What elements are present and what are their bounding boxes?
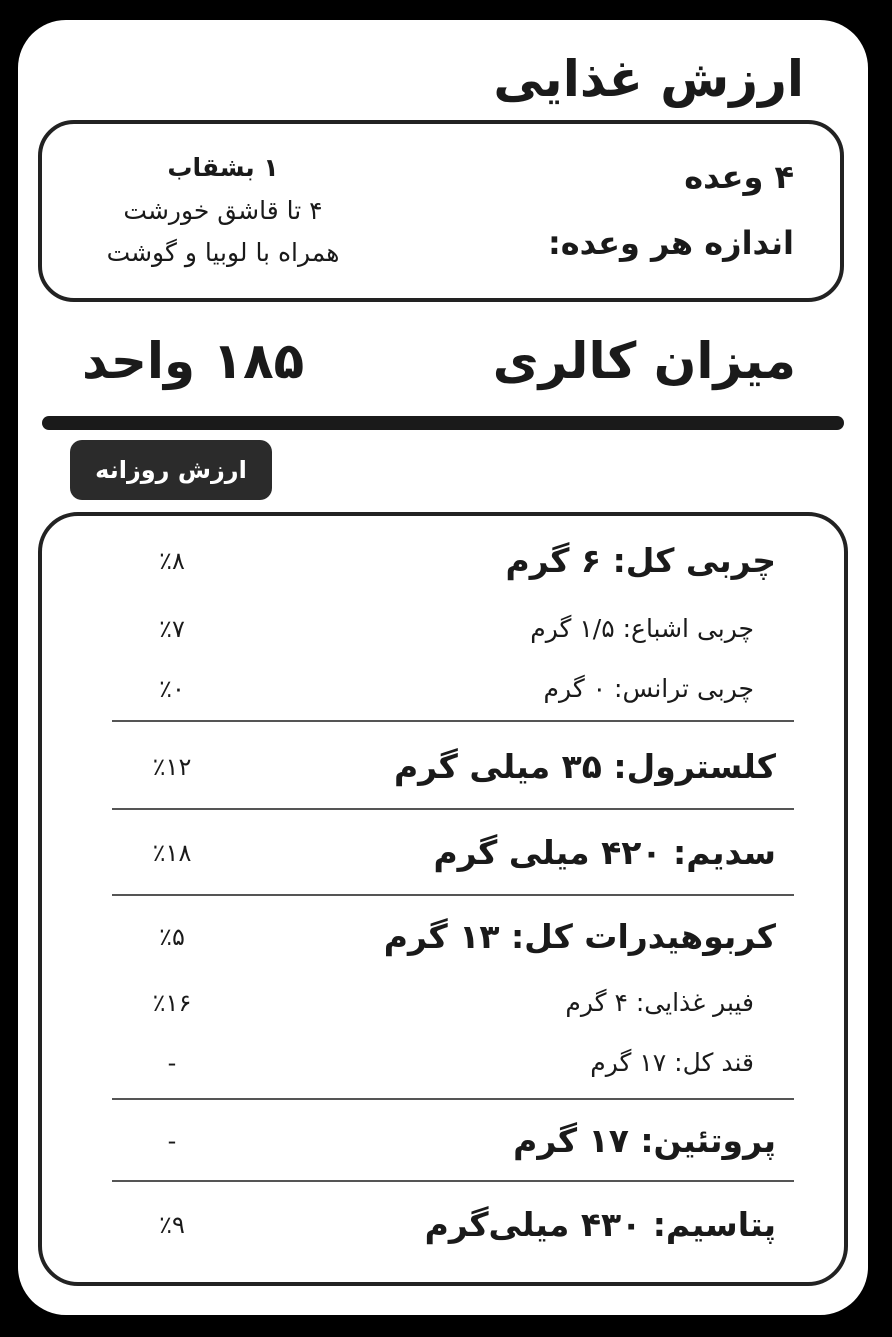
nutrient-percent: ٪۵	[159, 923, 185, 951]
nutrient-percent: ٪۱۲	[152, 753, 192, 781]
nutrient-label: چربی کل: ۶ گرم	[505, 541, 776, 580]
nutrient-label: چربی اشباع: ۱/۵ گرم	[530, 614, 754, 643]
nutrient-row-protein	[42, 1116, 844, 1166]
nutrient-row-potassium	[42, 1200, 844, 1250]
nutrient-percent: ٪۷	[159, 615, 185, 643]
nutrient-row-trans-fat	[42, 664, 844, 714]
row-separator	[112, 808, 794, 810]
row-separator	[112, 1098, 794, 1100]
nutrient-percent: ٪۱۸	[152, 839, 192, 867]
nutrient-label: کربوهیدرات کل: ۱۳ گرم	[383, 917, 776, 956]
nutrient-label: کلسترول: ۳۵ میلی گرم	[393, 747, 776, 786]
nutrients-table	[38, 512, 848, 1286]
nutrient-percent: -	[167, 1049, 177, 1077]
serving-info-box	[38, 120, 844, 302]
page-title: ارزش غذایی	[493, 50, 804, 108]
nutrient-percent: ٪۸	[159, 547, 185, 575]
row-separator	[112, 894, 794, 896]
serving-size-description	[68, 146, 378, 274]
nutrient-row-total-carbs	[42, 912, 844, 962]
nutrition-card	[18, 20, 868, 1315]
row-separator	[112, 720, 794, 722]
nutrient-row-saturated-fat	[42, 604, 844, 654]
daily-value-badge: ارزش روزانه	[70, 440, 272, 500]
serving-size-line-2: ۴ تا قاشق خورشت	[123, 196, 323, 225]
nutrient-percent: -	[167, 1127, 177, 1155]
serving-size-label: اندازه هر وعده:	[547, 224, 794, 262]
calories-label: میزان کالری	[492, 332, 796, 390]
nutrient-label: فیبر غذایی: ۴ گرم	[565, 988, 754, 1017]
nutrient-label: قند کل: ۱۷ گرم	[590, 1048, 754, 1077]
calories-value: ۱۸۵ واحد	[82, 332, 305, 390]
row-separator	[112, 1180, 794, 1182]
nutrient-row-sodium	[42, 828, 844, 878]
nutrient-label: چربی ترانس: ۰ گرم	[543, 674, 754, 703]
serving-size-line-1: ۱ بشقاب	[167, 153, 279, 182]
nutrient-row-cholesterol	[42, 742, 844, 792]
nutrient-row-sugar	[42, 1038, 844, 1088]
section-divider	[42, 416, 844, 430]
nutrient-row-fiber	[42, 978, 844, 1028]
nutrient-label: سدیم: ۴۲۰ میلی گرم	[433, 833, 776, 872]
nutrient-label: پتاسیم: ۴۳۰ میلی‌گرم	[424, 1205, 776, 1244]
nutrient-label: پروتئین: ۱۷ گرم	[513, 1121, 776, 1160]
nutrient-row-total-fat	[42, 536, 844, 586]
nutrient-percent: ٪۹	[159, 1211, 185, 1239]
servings-count: ۴ وعده	[684, 158, 794, 196]
nutrient-percent: ٪۰	[159, 675, 185, 703]
nutrient-percent: ٪۱۶	[152, 989, 192, 1017]
serving-size-line-3: همراه با لوبیا و گوشت	[106, 238, 340, 267]
